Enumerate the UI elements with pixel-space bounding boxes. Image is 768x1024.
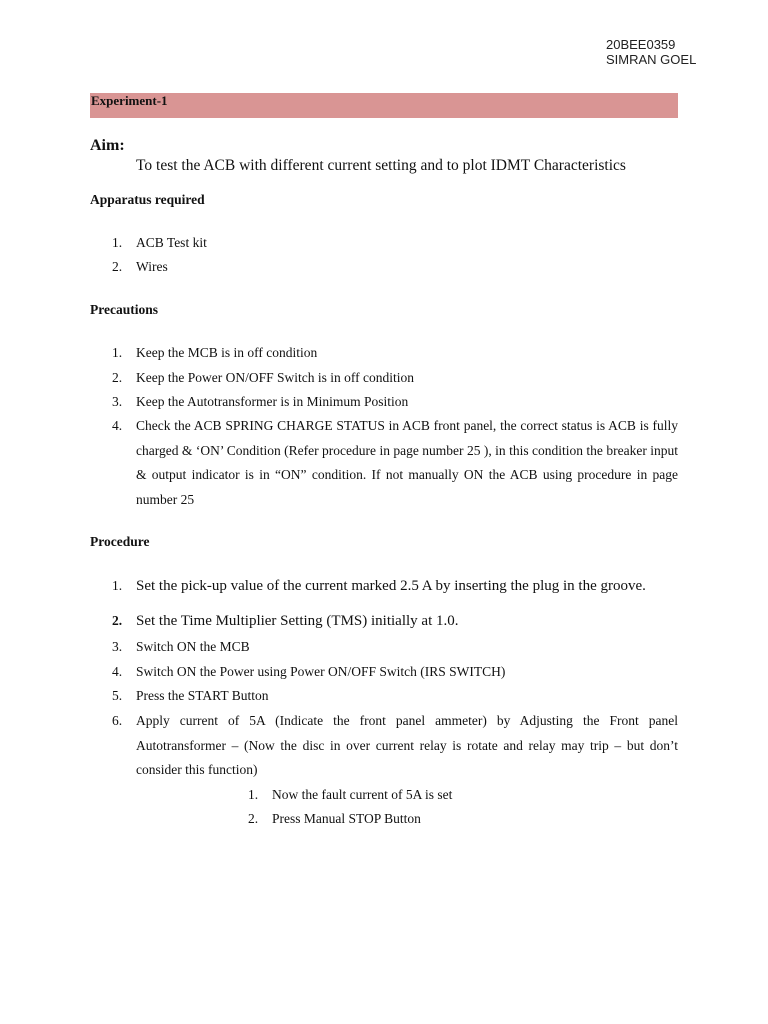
list-text: Switch ON the MCB: [136, 639, 250, 654]
precautions-heading: Precautions: [90, 302, 158, 317]
list-number: 1.: [112, 578, 123, 593]
list-number: 4.: [112, 418, 123, 433]
procedure-heading: Procedure: [90, 534, 150, 549]
author-header: [606, 37, 696, 67]
list-item: [112, 414, 678, 514]
list-text: Switch ON the Power using Power ON/OFF Switch (IRS SWITCH): [136, 664, 506, 679]
list-text: Check the ACB SPRING CHARGE STATUS in ACB front panel, the correct status is ACB is fully charged & ‘ON’ Condition (Refer procedure in page number 25 ), in this condition the breaker input & output indicator is in “ON” condition. If not manually ON the ACB using procedure in page number 25: [136, 418, 678, 507]
sub-list-item: [248, 783, 668, 808]
sub-list-item: [248, 807, 668, 832]
list-number: 2.: [112, 613, 123, 628]
list-number: 2.: [248, 811, 259, 826]
roll-number: 20BEE0359: [606, 37, 676, 52]
apparatus-heading: Apparatus required: [90, 192, 205, 207]
list-text: Press the START Button: [136, 688, 269, 703]
list-number: 5.: [112, 688, 123, 703]
list-item: [112, 341, 678, 366]
list-number: 3.: [112, 639, 123, 654]
list-item: [112, 635, 678, 660]
list-number: 4.: [112, 664, 123, 679]
list-number: 2.: [112, 259, 123, 274]
list-text: Set the Time Multiplier Setting (TMS) initially at 1.0.: [136, 613, 459, 629]
list-item: [112, 366, 678, 391]
list-text: Apply current of 5A (Indicate the front panel ammeter) by Adjusting the Front panel Autotransformer – (Now the disc in over current relay is rotate and relay may trip – but don’t consider this function): [136, 713, 678, 778]
list-number: 1.: [248, 787, 259, 802]
list-text: Set the pick-up value of the current marked 2.5 A by inserting the plug in the groove.: [136, 578, 646, 594]
list-number: 1.: [112, 345, 123, 360]
list-text: Now the fault current of 5A is set: [272, 787, 453, 802]
list-number: 2.: [112, 370, 123, 385]
list-number: 6.: [112, 713, 123, 728]
list-item: [112, 390, 678, 415]
list-number: 1.: [112, 235, 123, 250]
list-item: [112, 709, 678, 784]
list-item: [112, 255, 672, 280]
list-item: [112, 231, 672, 256]
aim-label: Aim:: [90, 137, 125, 154]
list-text: Keep the Autotransformer is in Minimum Position: [136, 394, 409, 409]
list-item: [112, 609, 678, 634]
list-item: [112, 660, 678, 685]
experiment-title-bar: [90, 93, 678, 118]
aim-text: To test the ACB with different current setting and to plot IDMT Characteristics: [136, 157, 626, 174]
list-text: ACB Test kit: [136, 235, 207, 250]
list-item: [112, 684, 678, 709]
list-item: [112, 574, 678, 599]
list-text: Wires: [136, 259, 168, 274]
list-text: Press Manual STOP Button: [272, 811, 421, 826]
list-number: 3.: [112, 394, 123, 409]
author-name: SIMRAN GOEL: [606, 52, 697, 67]
experiment-title: Experiment-1: [91, 93, 168, 108]
list-text: Keep the MCB is in off condition: [136, 345, 318, 360]
list-text: Keep the Power ON/OFF Switch is in off condition: [136, 370, 414, 385]
